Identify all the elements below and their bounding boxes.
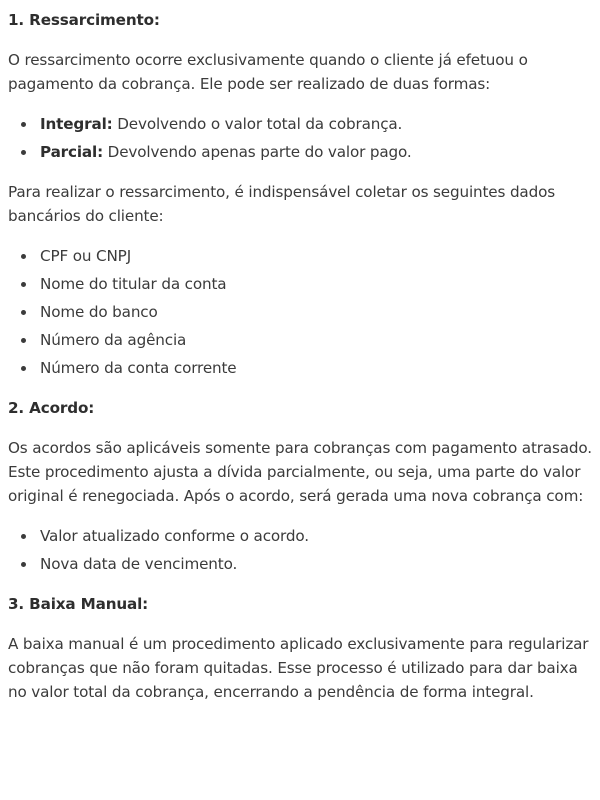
section-heading-acordo: 2. Acordo: [8, 399, 95, 417]
bullet-icon [21, 150, 26, 155]
bullet-icon [21, 254, 26, 259]
bullet-icon [21, 282, 26, 287]
bullet-icon [21, 310, 26, 315]
list-item [40, 356, 592, 380]
section-heading-ressarcimento: 1. Ressarcimento: [8, 11, 160, 29]
acordo-items-list [8, 524, 592, 576]
list-item-text: Número da agência [40, 331, 187, 349]
list-item-text: Devolvendo apenas parte do valor pago. [103, 143, 412, 161]
list-item [40, 524, 592, 548]
list-item [40, 140, 592, 164]
list-item-text: Nova data de vencimento. [40, 555, 238, 573]
list-item-text: Devolvendo o valor total da cobrança. [112, 115, 403, 133]
acordo-intro: Os acordos são aplicáveis somente para cobranças com pagamento atrasado. Este procedimento ajusta a dívida parcialmente, ou seja, uma parte do valor original é renegociada. Após o acordo, será gerada uma nova cobrança com: [8, 439, 592, 505]
list-item-text: Valor atualizado conforme o acordo. [40, 527, 309, 545]
list-item [40, 272, 592, 296]
bank-data-list [8, 244, 592, 380]
bullet-icon [21, 562, 26, 567]
document-body [8, 8, 592, 720]
list-item [40, 328, 592, 352]
list-item-text: Nome do titular da conta [40, 275, 227, 293]
list-item-text: CPF ou CNPJ [40, 247, 132, 265]
ressarcimento-types-list [8, 112, 592, 164]
list-item [40, 112, 592, 136]
list-item-text: Nome do banco [40, 303, 158, 321]
bank-data-intro: Para realizar o ressarcimento, é indispensável coletar os seguintes dados bancários do cliente: [8, 183, 555, 225]
list-item [40, 244, 592, 268]
bullet-icon [21, 366, 26, 371]
list-item [40, 300, 592, 324]
ressarcimento-intro: O ressarcimento ocorre exclusivamente quando o cliente já efetuou o pagamento da cobrança. Ele pode ser realizado de duas formas: [8, 51, 528, 93]
list-item-term: Integral: [40, 115, 113, 133]
bullet-icon [21, 122, 26, 127]
baixa-manual-intro: A baixa manual é um procedimento aplicado exclusivamente para regularizar cobranças que não foram quitadas. Esse processo é utilizado para dar baixa no valor total da cobrança, encerrando a pendência de forma integral. [8, 635, 589, 701]
list-item-text: Número da conta corrente [40, 359, 237, 377]
list-item-term: Parcial: [40, 143, 103, 161]
section-heading-baixa-manual: 3. Baixa Manual: [8, 595, 149, 613]
bullet-icon [21, 338, 26, 343]
bullet-icon [21, 534, 26, 539]
list-item [40, 552, 592, 576]
